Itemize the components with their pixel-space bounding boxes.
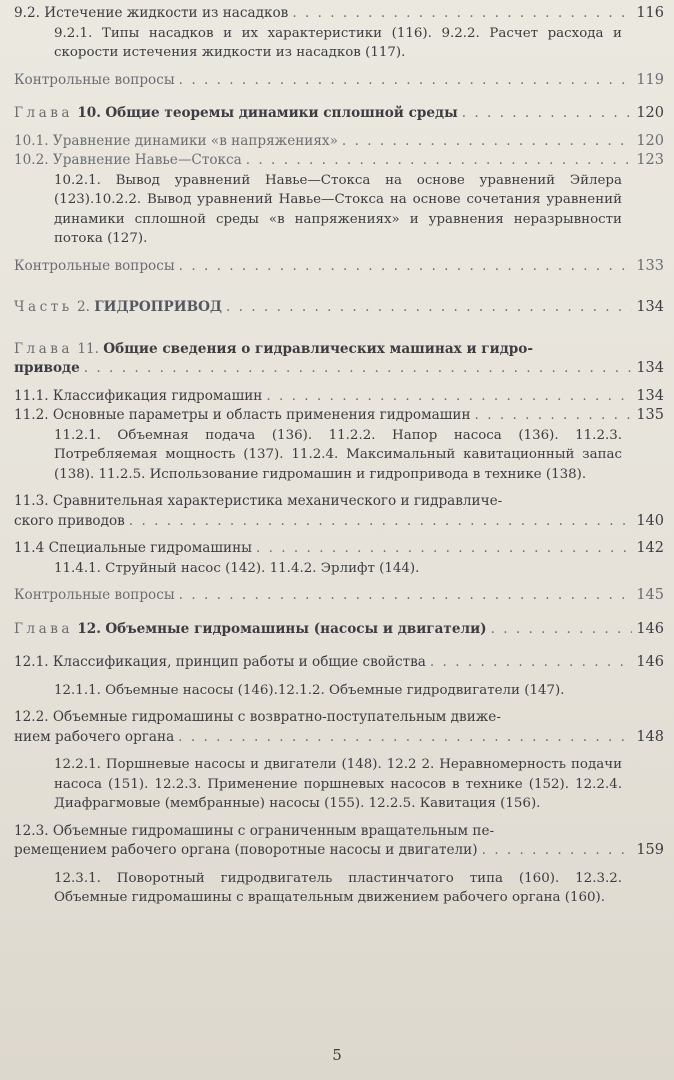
- heading-prefix: Глава: [14, 620, 73, 637]
- section-title: Контрольные вопросы: [14, 587, 175, 603]
- toc-entry-part: [14, 298, 664, 318]
- page-ref: 135: [636, 407, 664, 423]
- spacer: [14, 379, 664, 387]
- page-ref: 120: [636, 105, 664, 121]
- subsection-list: 10.2.1. Вывод уравнений Навье—Стокса на основе уравнений Эйлера (123).10.2.2. Вывод уравнений Навье—Стокса на основе сочетания уравнений динамики сплошной среды «в напряжениях» и уравнения неразрывности потока (127).: [54, 172, 622, 246]
- page-ref: 134: [636, 387, 664, 404]
- page-ref: 146: [636, 654, 664, 670]
- toc-line: [14, 406, 664, 426]
- section-title: 10.2. Уравнение Навье—Стокса: [14, 152, 242, 168]
- toc-entry-chapter2: [14, 340, 664, 379]
- dot-leader: [246, 151, 633, 171]
- toc-entry-section2: [14, 708, 664, 747]
- section-title: Контрольные вопросы: [14, 257, 175, 274]
- page-ref: 142: [636, 540, 664, 556]
- dot-leader: [292, 4, 632, 24]
- dot-leader: [84, 359, 633, 379]
- toc-line: [14, 387, 664, 407]
- heading-title: [14, 620, 487, 640]
- dot-leader: [129, 512, 633, 532]
- dot-leader: [482, 841, 633, 861]
- toc-entry-section: [14, 387, 664, 407]
- toc-line: [14, 620, 664, 640]
- page-ref: 119: [636, 71, 664, 88]
- subsection-list: 12.3.1. Поворотный гидродвигатель пластинчатого типа (160). 12.3.2. Объемные гидромашины с вращательным движением рабочего органа (160).: [54, 870, 622, 905]
- section-title: 11.2. Основные параметры и область применения гидромашин: [14, 407, 471, 423]
- dot-leader: [491, 620, 633, 640]
- toc-line: [14, 298, 664, 318]
- section-title: 11.4 Специальные гидромашины: [14, 540, 252, 556]
- page-ref: 134: [636, 299, 664, 315]
- spacer: [14, 124, 664, 132]
- section-title: 12.2. Объемные гидромашины с возвратно-поступательным движе-: [14, 709, 501, 725]
- spacer: [14, 531, 664, 539]
- section-title: 10.1. Уравнение динамики «в напряжениях»: [14, 132, 338, 149]
- page-ref: 140: [636, 512, 664, 529]
- toc-entry-section: [14, 257, 664, 277]
- toc-entry-section: [14, 653, 664, 673]
- toc-entry-sub: [14, 24, 664, 63]
- spacer: [14, 318, 664, 340]
- toc-entry-section2: [14, 492, 664, 531]
- page-ref: 148: [636, 728, 664, 745]
- section-title: 9.2. Истечение жидкости из насадков: [14, 5, 289, 21]
- toc-line: [14, 132, 664, 152]
- table-of-contents: [14, 4, 664, 908]
- toc-entry-sub: [14, 681, 664, 701]
- dot-leader: [226, 298, 632, 318]
- spacer: [14, 814, 664, 822]
- heading-number: 12.: [77, 620, 101, 637]
- toc-line: [14, 257, 664, 277]
- heading-number: 11.: [77, 340, 99, 357]
- toc-entry-sub: [14, 755, 664, 814]
- toc-entry-section: [14, 151, 664, 171]
- toc-entry-chapter: [14, 104, 664, 124]
- section-title: 12.1. Классификация, принцип работы и общие свойства: [14, 654, 426, 670]
- spacer: [14, 63, 664, 71]
- heading-number: 10.: [77, 105, 101, 121]
- spacer: [14, 249, 664, 257]
- spacer: [14, 484, 664, 492]
- heading-name-cont: приводе: [14, 360, 80, 376]
- toc-line: [14, 359, 664, 379]
- dot-leader: [342, 132, 632, 152]
- toc-entry-section: [14, 586, 664, 606]
- section-title-cont: ского приводов: [14, 512, 125, 529]
- subsection-list: 11.2.1. Объемная подача (136). 11.2.2. Напор насоса (136). 11.2.3. Потребляемая мощность (137). 11.2.4. Максимальный кавитационный запас (138). 11.2.5. Использование гидромашин и гидропривода в технике (138).: [54, 427, 622, 482]
- spacer: [14, 276, 664, 298]
- heading-title: [14, 298, 222, 318]
- toc-line: [14, 653, 664, 673]
- subsection-list: 11.4.1. Струйный насос (142). 11.4.2. Эрлифт (144).: [54, 560, 420, 576]
- page-ref: 159: [636, 842, 664, 858]
- toc-entry-chapter: [14, 620, 664, 640]
- page-ref: 116: [636, 5, 664, 21]
- heading-prefix: Часть: [14, 299, 73, 315]
- section-title-cont: ремещением рабочего органа (поворотные насосы и двигатели): [14, 842, 478, 858]
- page-ref: 146: [636, 620, 664, 637]
- heading-prefix: Глава: [14, 105, 73, 121]
- page-ref: 123: [636, 152, 664, 168]
- section-title: 12.3. Объемные гидромашины с ограниченным вращательным пе-: [14, 822, 495, 839]
- heading-title: [14, 104, 458, 124]
- dot-leader: [266, 387, 632, 407]
- heading-title: [14, 340, 620, 360]
- dot-leader: [178, 728, 632, 748]
- spacer: [14, 673, 664, 681]
- spacer: [14, 90, 664, 104]
- dot-leader: [475, 406, 633, 426]
- toc-line: [14, 151, 664, 171]
- page-ref: 145: [636, 587, 664, 603]
- subsection-list: 12.1.1. Объемные насосы (146).12.1.2. Объемные гидродвигатели (147).: [54, 682, 565, 698]
- toc-line: [14, 71, 664, 91]
- toc-line: [14, 586, 664, 606]
- dot-leader: [179, 71, 633, 91]
- page-ref: 134: [636, 360, 664, 376]
- toc-line: [14, 4, 664, 24]
- heading-name: Объемные гидромашины (насосы и двигатели): [105, 620, 487, 637]
- toc-entry-section: [14, 132, 664, 152]
- toc-entry-section: [14, 71, 664, 91]
- heading-number: 2.: [76, 299, 90, 315]
- toc-entry-section: [14, 539, 664, 559]
- heading-name: ГИДРОПРИВОД: [94, 299, 222, 315]
- dot-leader: [256, 539, 632, 559]
- toc-entry-sub: [14, 559, 664, 579]
- toc-line: [14, 512, 664, 532]
- toc-entry-section2: [14, 822, 664, 861]
- toc-entry-sub: [14, 426, 664, 485]
- spacer: [14, 861, 664, 869]
- heading-name: Общие сведения о гидравлических машинах и гидро-: [103, 340, 533, 357]
- section-title: 11.3. Сравнительная характеристика механического и гидравличе-: [14, 493, 503, 509]
- spacer: [14, 606, 664, 620]
- page-ref: 133: [636, 257, 664, 274]
- toc-line: [14, 104, 664, 124]
- section-title: 11.1. Классификация гидромашин: [14, 387, 263, 404]
- spacer: [14, 578, 664, 586]
- heading-prefix: Глава: [14, 340, 73, 357]
- toc-line: [14, 539, 664, 559]
- dot-leader: [462, 104, 633, 124]
- spacer: [14, 747, 664, 755]
- toc-line: [14, 728, 664, 748]
- dot-leader: [179, 257, 633, 277]
- section-title: Контрольные вопросы: [14, 71, 175, 88]
- subsection-list: 12.2.1. Поршневые насосы и двигатели (148). 12.2 2. Неравномерность подачи насоса (151). 12.2.3. Применение поршневых насосов в технике (152). 12.2.4. Диафрагмовые (мембранные) насосы (155). 12.2.5. Кавитация (156).: [54, 757, 622, 811]
- toc-entry-sub: [14, 171, 664, 249]
- subsection-list: 9.2.1. Типы насадков и их характеристики (116). 9.2.2. Расчет расхода и скорости истечения жидкости из насадков (117).: [54, 25, 622, 60]
- spacer: [14, 700, 664, 708]
- toc-entry-section: [14, 406, 664, 426]
- spacer: [14, 639, 664, 653]
- toc-entry-sub: [14, 869, 664, 908]
- heading-name: Общие теоремы динамики сплошной среды: [105, 105, 458, 121]
- dot-leader: [179, 586, 633, 606]
- toc-entry-section: [14, 4, 664, 24]
- section-title-cont: нием рабочего органа: [14, 728, 175, 745]
- toc-line: [14, 841, 664, 861]
- page-ref: 120: [636, 132, 664, 149]
- dot-leader: [430, 653, 632, 673]
- page-number: 5: [332, 1046, 342, 1064]
